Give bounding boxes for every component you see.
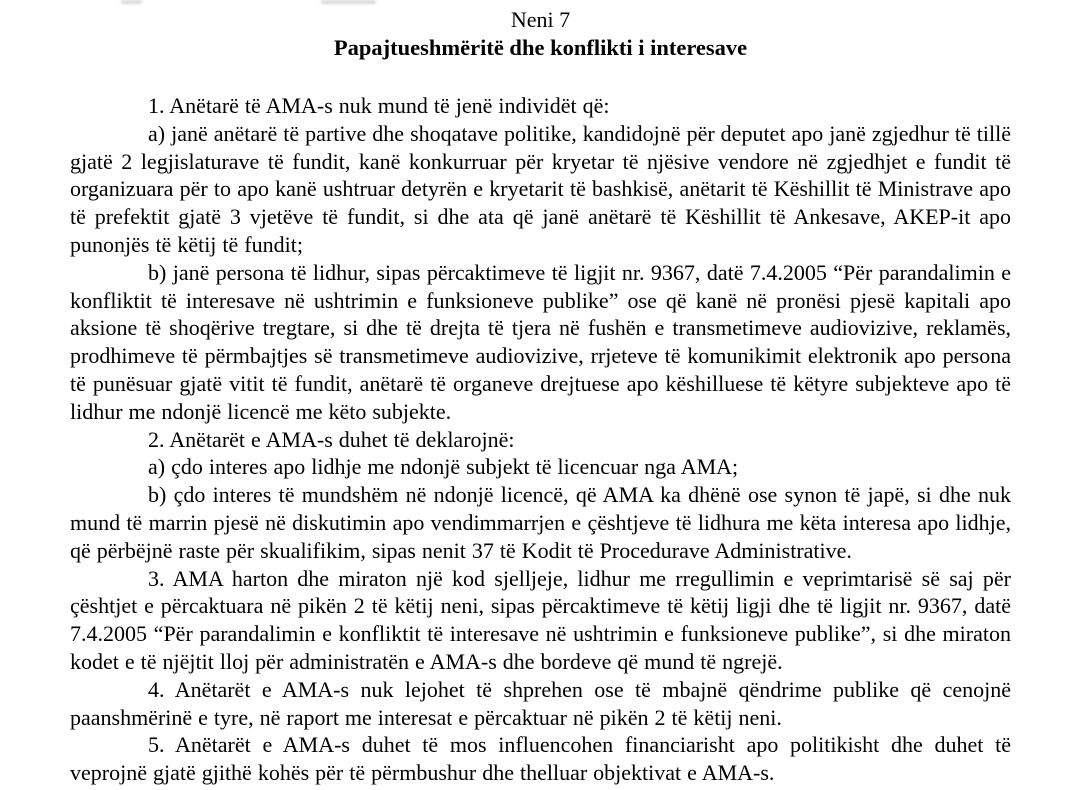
paragraph-point-2: 2. Anëtarët e AMA-s duhet të deklarojnë: — [148, 426, 515, 452]
cut-off-text-artifact — [321, 0, 376, 4]
paragraph-point-3: 3. AMA harton dhe miraton një kod sjelljeje, lidhur me rregullimin e veprimtarisë së saj për çështjet e përcaktuara në pikën 2 të këtij neni, sipas përcaktimeve të këtij ligji dhe të ligjit nr. 9367, datë 7.4.2005 “Për parandalimin e konfliktit të interesave në ushtrimin e funksioneve publike”, si dhe miraton kodet e të njëjtit lloj për administratën e AMA-s dhe bordeve që mund të ngrejë. — [70, 565, 1011, 674]
paragraph-point-1b: b) janë persona të lidhur, sipas përcaktimeve të ligjit nr. 9367, datë 7.4.2005 “Për parandalimin e konfliktit të interesave në ushtrimin e funksioneve publike” ose që kanë në pronësi pjesë kapitali apo aksione të shoqërive tregtare, si dhe të drejta të tjera në fushën e transmetimeve audiovizive, reklamës, prodhimeve të përmbajtjes së transmetimeve audiovizive, rrjeteve të komunikimit elektronik apo persona të punësuar gjatë vitit të fundit, anëtarë të organeve drejtuese apo këshilluese të këtyre subjekteve apo të lidhur me ndonjë licencë me këto subjekte. — [70, 259, 1011, 424]
article-number-heading: Neni 7 — [510, 7, 571, 32]
paragraph-point-1a: a) janë anëtarë të partive dhe shoqatave politike, kandidojnë për deputet apo janë zgjedhur të tillë gjatë 2 legjislaturave të fundit, kanë konkurruar për kryetar të njësive vendore në zgjedhjet e fundit të organizuara për to apo kanë ushtruar detyrën e kryetarit të bashkisë, anëtarit të Këshillit të Ministrave apo të prefektit gjatë 3 vjetëve të fundit, si dhe ata që janë anëtarë të Këshillit të Ankesave, AKEP-it apo punonjës të këtij të fundit; — [70, 120, 1011, 257]
cut-off-text-artifact — [121, 0, 142, 4]
article-body — [70, 92, 1011, 787]
paragraph-point-5: 5. Anëtarët e AMA-s duhet të mos influencohen financiarisht apo politikisht dhe duhet të veprojnë gjatë gjithë kohës për të përmbushur dhe thelluar objektivat e AMA-s. — [70, 732, 1011, 786]
paragraph-point-4: 4. Anëtarët e AMA-s nuk lejohet të shprehen ose të mbajnë qëndrime publike që cenojnë paanshmërinë e tyre, në raport me interesat e përcaktuar në pikën 2 të këtij neni. — [70, 676, 1011, 730]
article-title-heading: Papajtueshmëritë dhe konflikti i interesave — [333, 35, 748, 60]
paragraph-point-2a: a) çdo interes apo lidhje me ndonjë subjekt të licencuar nga AMA; — [148, 454, 739, 480]
paragraph-point-2b: b) çdo interes të mundshëm në ndonjë licencë, që AMA ka dhënë ose synon të japë, si dhe nuk mund të marrin pjesë në diskutimin apo vendimmarrjen e çështjeve të lidhura me këta interesa apo lidhje, që përbëjnë raste për skualifikim, sipas nenit 37 të Kodit të Procedurave Administrative. — [70, 482, 1011, 563]
paragraph-point-1: 1. Anëtarë të AMA-s nuk mund të jenë individët që: — [148, 93, 610, 118]
